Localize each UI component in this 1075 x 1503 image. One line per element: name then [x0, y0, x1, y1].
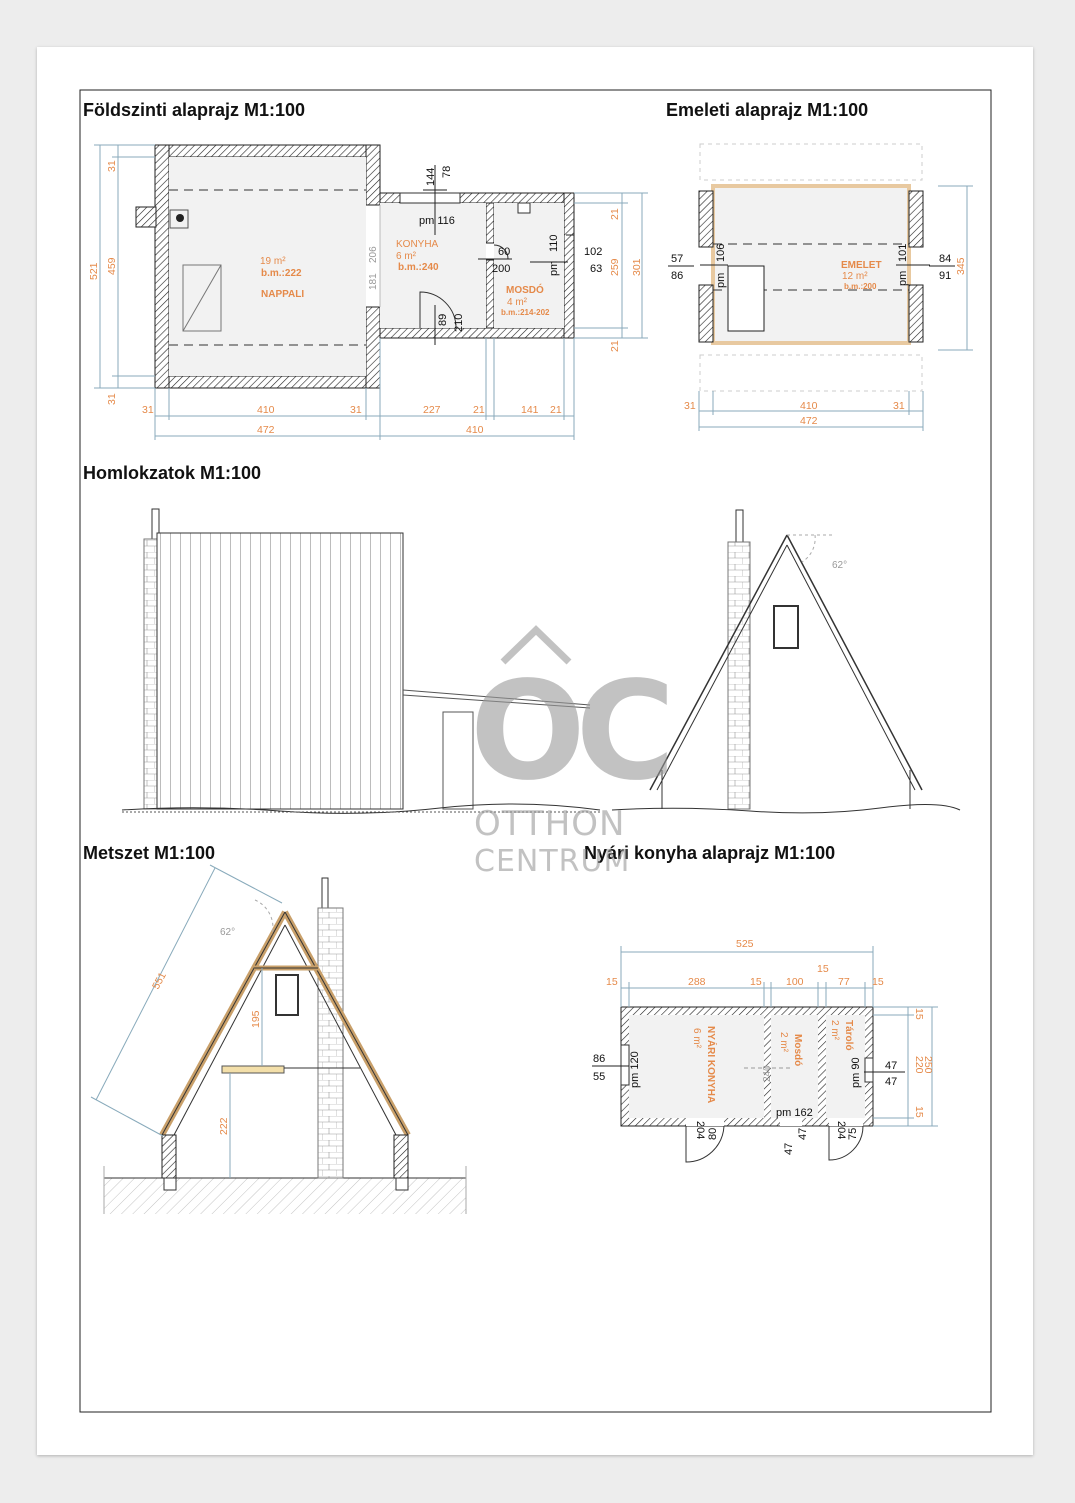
- summer-dim-r15b: 15: [913, 1106, 925, 1118]
- summer-dim-47c: 47: [783, 1142, 795, 1155]
- upper-dim-31b: 31: [893, 400, 905, 412]
- summer-mosdo-name: Mosdó: [792, 1034, 803, 1067]
- watermark-line2: CENTRUM: [474, 844, 631, 879]
- dim-right-21b: 21: [609, 340, 621, 352]
- summer-dim-525: 525: [736, 938, 754, 950]
- dim-bottom-31b: 31: [350, 404, 362, 416]
- section-dim-551: 551: [150, 970, 169, 992]
- dim-bottom-21a: 21: [473, 404, 485, 416]
- tarolo-area: 2 m²: [829, 1020, 840, 1040]
- dim-total-410: 410: [466, 424, 484, 436]
- dim-right-21a: 21: [609, 208, 621, 220]
- summer-pm-120: pm 120: [629, 1051, 641, 1088]
- section-dim-222: 222: [218, 1117, 230, 1135]
- dim-left-31a: 31: [106, 160, 118, 172]
- summer-dim-100: 100: [786, 976, 804, 988]
- upper-dim-31a: 31: [684, 400, 696, 412]
- dim-110: 110: [548, 234, 560, 252]
- dim-101: 101: [897, 243, 909, 262]
- summer-kitchen-title: Nyári konyha alaprajz M1:100: [584, 843, 836, 863]
- dim-left-521: 521: [88, 262, 100, 280]
- dim-181: 181: [368, 273, 379, 290]
- summer-dim-47b: 47: [885, 1076, 898, 1088]
- mosdo-name: MOSDÓ: [506, 285, 544, 296]
- watermark-line1: OTTHON: [474, 804, 626, 844]
- ground-pm-2: pm: [548, 260, 560, 276]
- section-title: Metszet M1:100: [83, 843, 216, 863]
- upper-dim-472: 472: [800, 415, 818, 427]
- dim-210: 210: [453, 313, 465, 332]
- dim-86: 86: [671, 270, 684, 282]
- mosdo-area: 4 m²: [507, 297, 527, 308]
- dim-206: 206: [368, 246, 379, 263]
- dim-left-31b: 31: [106, 393, 118, 405]
- summer-dim-47a: 47: [885, 1060, 898, 1072]
- nappali-area: 19 m²: [260, 256, 286, 267]
- summer-dim-250: 250: [922, 1056, 934, 1074]
- summer-pm-90: pm 90: [850, 1057, 862, 1088]
- dim-total-472: 472: [257, 424, 275, 436]
- summer-dim-55: 55: [593, 1071, 606, 1083]
- konyha-area: 6 m²: [396, 251, 416, 262]
- nyari-konyha-name: NYÁRI KONYHA: [705, 1026, 716, 1104]
- summer-dim-47d: 47: [797, 1127, 809, 1140]
- summer-mosdo-area: 2 m²: [778, 1032, 789, 1052]
- konyha-bm: b.m.:240: [398, 262, 439, 273]
- konyha-name: KONYHA: [396, 239, 439, 250]
- section-angle: 62°: [220, 927, 236, 938]
- mosdo-bm: b.m.:214-202: [501, 308, 550, 317]
- summer-dim-75: 75: [847, 1127, 859, 1140]
- dim-bottom-21b: 21: [550, 404, 562, 416]
- dim-102: 102: [584, 246, 603, 258]
- summer-dim-15b: 15: [750, 976, 762, 988]
- ground-pm-116: pm 116: [419, 215, 455, 227]
- facades-title: Homlokzatok M1:100: [83, 463, 262, 483]
- dim-63: 63: [590, 263, 603, 275]
- nyari-konyha-area: 6 m²: [691, 1028, 702, 1048]
- summer-dim-86: 86: [593, 1053, 606, 1065]
- summer-dim-220: 220: [913, 1056, 925, 1074]
- ground-floor-title: Földszinti alaprajz M1:100: [83, 100, 306, 120]
- emelet-area: 12 m²: [842, 271, 868, 282]
- summer-dim-r15a: 15: [913, 1008, 925, 1020]
- upper-dim-410: 410: [800, 400, 818, 412]
- summer-dim-15c: 15: [817, 963, 829, 975]
- dim-60: 60: [498, 246, 511, 258]
- dim-91: 91: [939, 270, 952, 282]
- dim-78: 78: [441, 165, 453, 178]
- dim-89: 89: [437, 313, 449, 326]
- section-dim-195: 195: [250, 1010, 262, 1028]
- upper-pm-2: pm: [897, 270, 909, 286]
- dim-144: 144: [425, 167, 437, 186]
- ground-floor-plan: [88, 145, 648, 440]
- dim-left-459: 459: [106, 257, 118, 275]
- dim-84: 84: [939, 253, 952, 265]
- emelet-name: EMELET: [841, 260, 882, 271]
- summer-dim-204a: 204: [694, 1121, 706, 1140]
- dim-57: 57: [671, 253, 684, 265]
- watermark-logo: OC: [470, 653, 666, 811]
- summer-dim-80: 80: [707, 1127, 719, 1140]
- dim-right-259: 259: [609, 258, 621, 276]
- upper-floor-plan: [668, 144, 973, 431]
- summer-dim-15d: 15: [872, 976, 884, 988]
- facade-angle: 62°: [832, 560, 848, 571]
- summer-pm-162: pm 162: [776, 1107, 813, 1119]
- dim-bottom-141: 141: [521, 404, 539, 416]
- summer-dim-15a: 15: [606, 976, 618, 988]
- dim-106: 106: [715, 243, 727, 262]
- nappali-bm: b.m.:222: [261, 268, 302, 279]
- dim-bottom-410: 410: [257, 404, 275, 416]
- section-drawing: [91, 865, 466, 1214]
- summer-mid-dim: 240: [762, 1065, 773, 1082]
- dim-200: 200: [492, 263, 511, 275]
- tarolo-name: Tároló: [843, 1020, 854, 1051]
- summer-kitchen-plan: [592, 938, 938, 1162]
- dim-bottom-227: 227: [423, 404, 441, 416]
- emelet-bm: b.m.:200: [844, 282, 877, 291]
- otthon-centrum-watermark: [470, 630, 668, 879]
- summer-dim-288: 288: [688, 976, 706, 988]
- summer-dim-77: 77: [838, 976, 850, 988]
- dim-bottom-31a: 31: [142, 404, 154, 416]
- upper-pm-1: pm: [715, 272, 727, 288]
- summer-dim-204b: 204: [835, 1121, 847, 1140]
- dim-right-301: 301: [631, 258, 643, 276]
- upper-floor-title: Emeleti alaprajz M1:100: [666, 100, 869, 120]
- dim-345: 345: [955, 257, 967, 275]
- nappali-name: NAPPALI: [261, 289, 305, 300]
